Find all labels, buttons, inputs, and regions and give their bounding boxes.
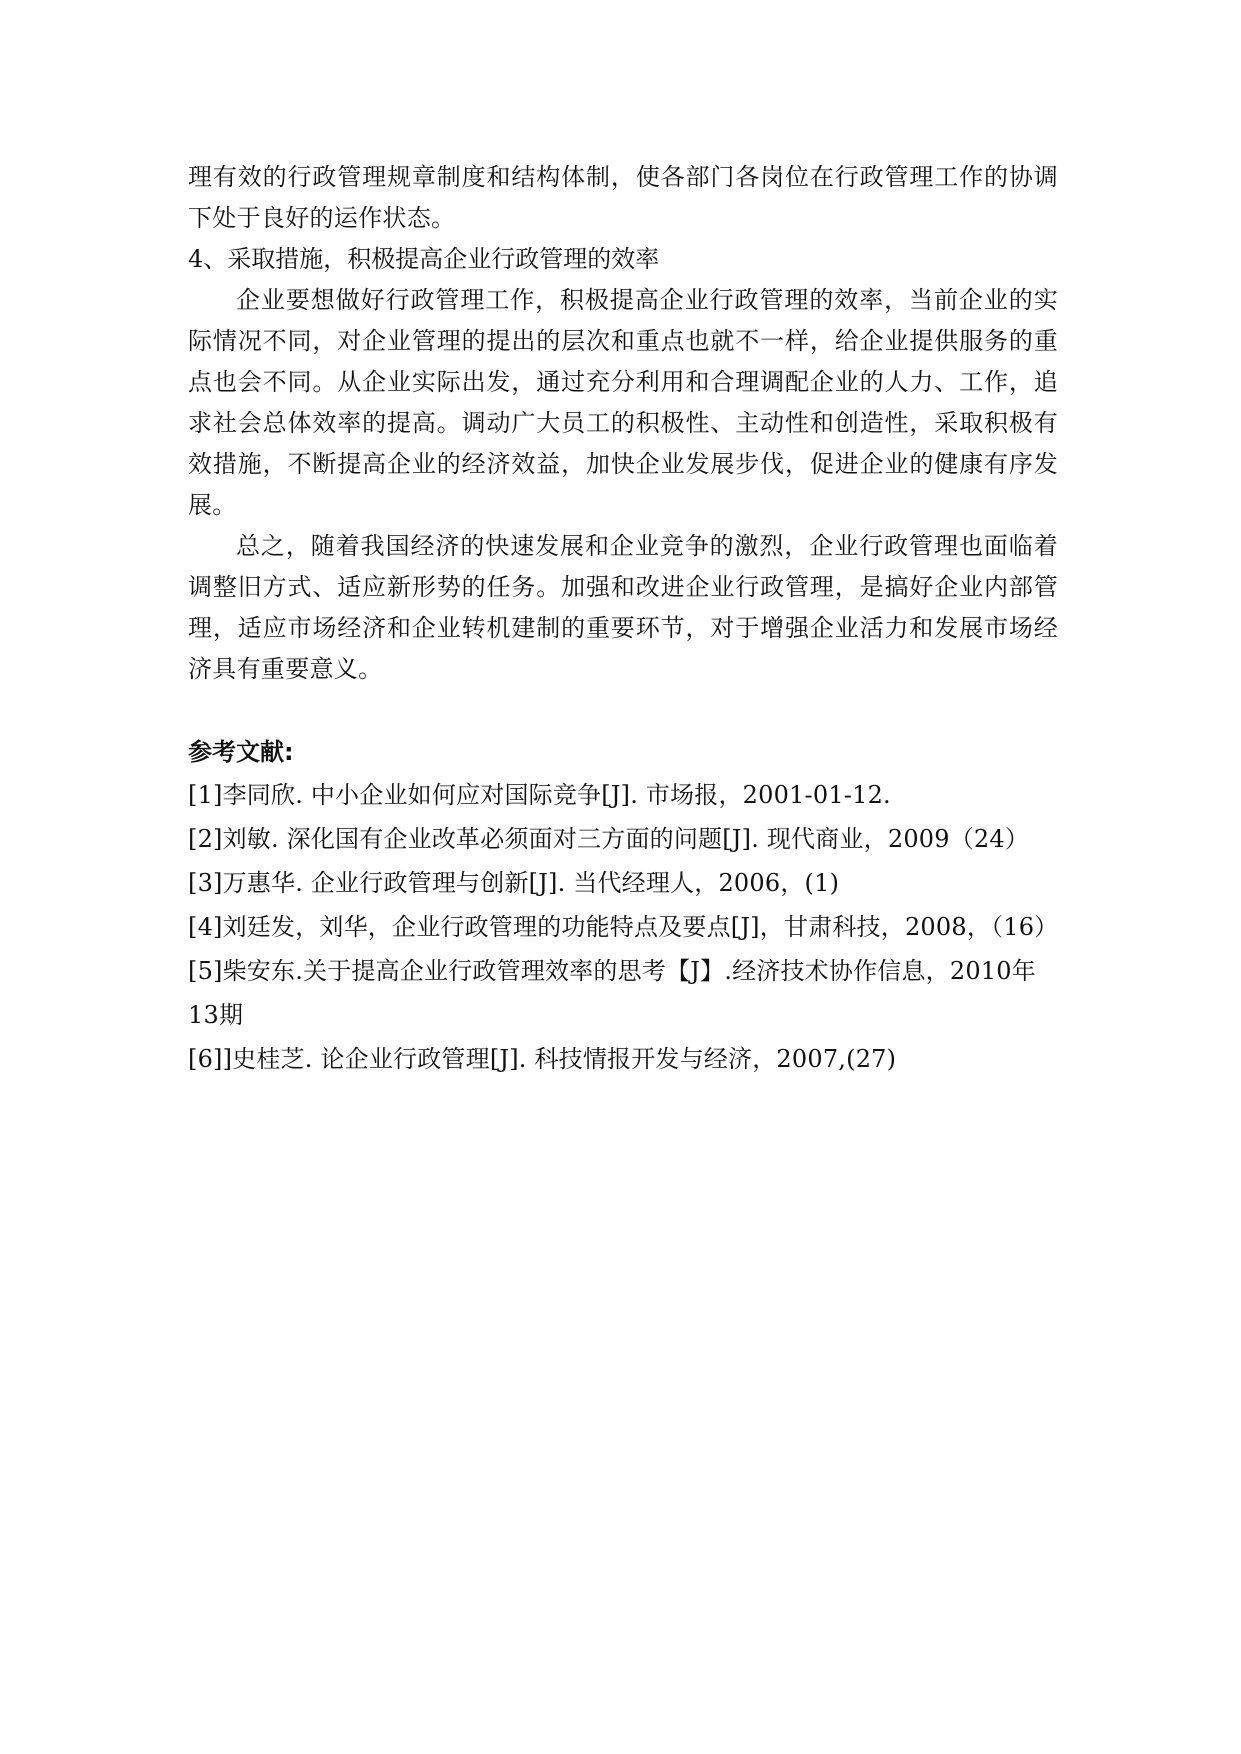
reference-item: [4]刘廷发，刘华，企业行政管理的功能特点及要点[J]，甘肃科技，2008，（16）: [188, 913, 1059, 941]
reference-item: [1]李同欣. 中小企业如何应对国际竞争[J]. 市场报，2001-01-12.: [188, 781, 891, 809]
spacer: [188, 690, 1058, 732]
conclusion-paragraph: 总之，随着我国经济的快速发展和企业竞争的激烈，企业行政管理也面临着调整旧方式、适应新形势的任务。加强和改进企业行政管理，是搞好企业内部管理，适应市场经济和企业转机建制的重要环节，对于增强企业活力和发展市场经济具有重要意义。: [188, 532, 1058, 683]
section-heading: 4、采取措施，积极提高企业行政管理的效率: [188, 245, 660, 273]
reference-item: [6]]史桂芝. 论企业行政管理[J]. 科技情报开发与经济，2007,(27): [188, 1045, 897, 1073]
section-paragraph: 企业要想做好行政管理工作，积极提高企业行政管理的效率，当前企业的实际情况不同，对企业管理的提出的层次和重点也就不一样，给企业提供服务的重点也会不同。从企业实际出发，通过充分利用和合理调配企业的人力、工作，追求社会总体效率的提高。调动广大员工的积极性、主动性和创造性，采取积极有效措施，不断提高企业的经济效益，加快企业发展步伐，促进企业的健康有序发展。: [188, 286, 1058, 519]
page-content: [188, 157, 1058, 1081]
reference-item: [3]万惠华. 企业行政管理与创新[J]. 当代经理人，2006，(1): [188, 869, 840, 897]
reference-item: [2]刘敏. 深化国有企业改革必须面对三方面的问题[J]. 现代商业，2009（24）: [188, 825, 1030, 853]
references-title: 参考文献:: [188, 738, 294, 766]
reference-item: [5]柴安东.关于提高企业行政管理效率的思考【J】.经济技术协作信息，2010年13期: [188, 957, 1036, 1029]
intro-paragraph: 理有效的行政管理规章制度和结构体制，使各部门各岗位在行政管理工作的协调下处于良好的运作状态。: [188, 163, 1058, 232]
references-list: [188, 773, 1058, 1081]
